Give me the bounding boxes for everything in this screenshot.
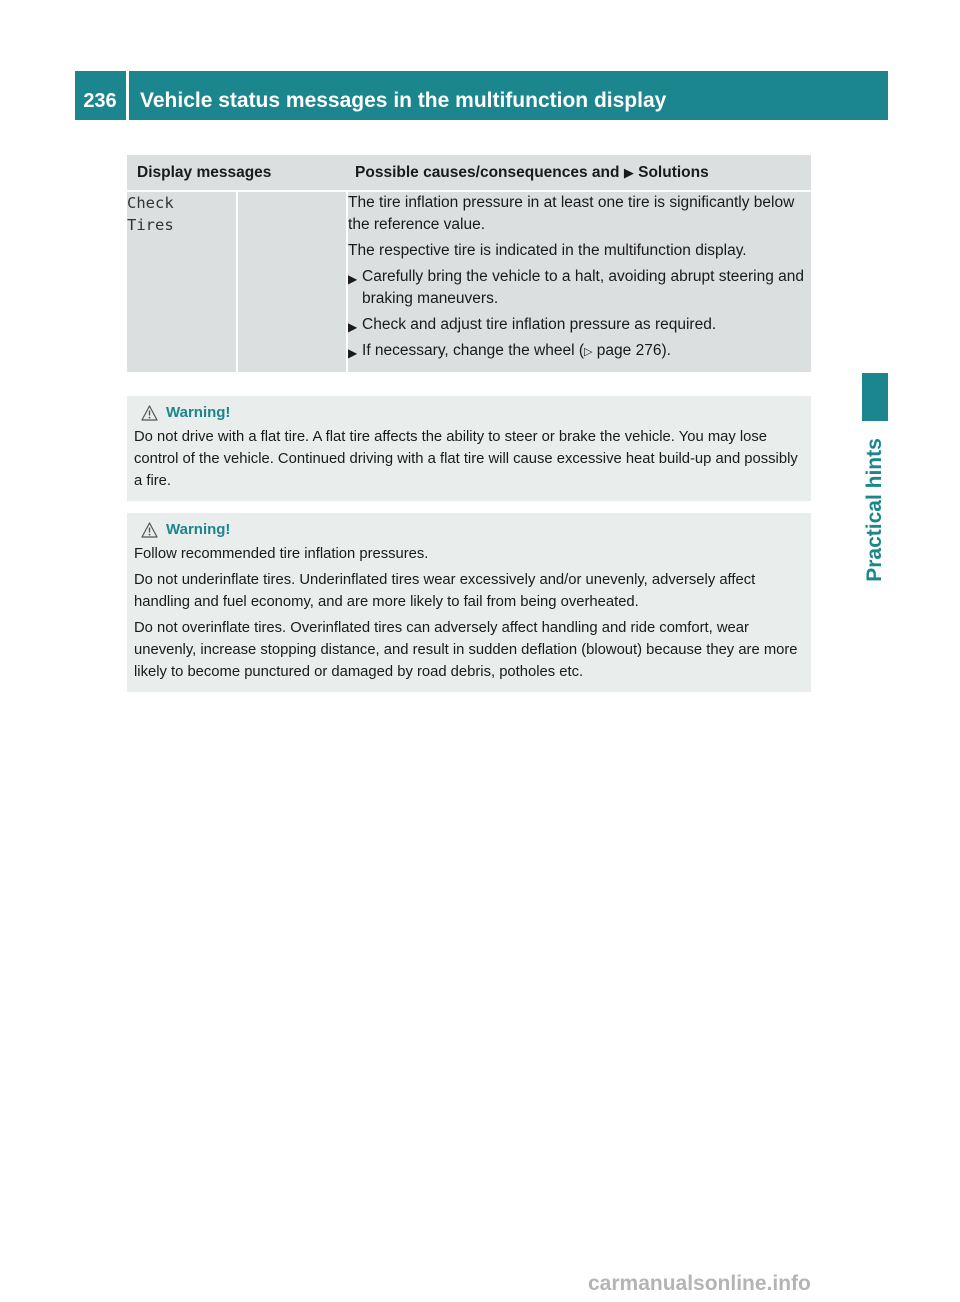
cause-text: The respective tire is indicated in the multifunction display. [348, 242, 747, 259]
display-messages-table [127, 155, 811, 372]
causes-solutions-cell [347, 191, 811, 372]
message-line: Tires [127, 216, 174, 234]
message-line: Check [127, 194, 174, 212]
warning-triangle-icon [141, 522, 158, 538]
step-text: Carefully bring the vehicle to a halt, avoiding abrupt steering and braking maneuvers. [362, 268, 805, 307]
warning-header [134, 519, 804, 541]
warning-title: Warning! [166, 521, 231, 538]
warning-title: Warning! [166, 404, 231, 421]
table-row [127, 191, 811, 372]
warning-box-inflation [127, 513, 811, 692]
solution-step [348, 314, 811, 336]
column-header-causes-solutions [347, 155, 811, 191]
step-text: Check and adjust tire inflation pressure as required. [362, 316, 717, 333]
warning-triangle-icon [141, 405, 158, 421]
side-tab-marker [862, 373, 888, 421]
solution-step [348, 266, 811, 310]
page-reference-icon: ▷ [584, 346, 593, 358]
step-arrow-icon: ▶ [348, 320, 358, 334]
column-header-prefix: Possible causes/consequences and [355, 163, 620, 181]
warning-box-flat-tire [127, 396, 811, 501]
step-arrow-icon: ▶ [348, 272, 358, 286]
watermark: carmanualsonline.info [588, 1272, 811, 1295]
warning-text: Do not underinflate tires. Underinflated tires wear excessively and/or unevenly, adversely affect handling and fuel economy, and are more likely to fail from being overheated. [134, 572, 756, 610]
table-header-row [127, 155, 811, 191]
warning-header [134, 402, 804, 424]
step-arrow-icon: ▶ [348, 346, 358, 360]
page-number: 236 [83, 90, 117, 112]
step-text: If necessary, change the wheel ( [362, 342, 585, 359]
column-header-display-messages: Display messages [127, 155, 347, 191]
warning-text: Do not drive with a flat tire. A flat tire affects the ability to steer or brake the vehicle. You may lose control of the vehicle. Continued driving with a flat tire will cause excessive heat build-up and possibly a fire. [134, 429, 798, 489]
display-message-cell [127, 191, 237, 372]
side-chapter-label: Practical hints [863, 438, 886, 582]
cause-text: The tire inflation pressure in at least one tire is significantly below the reference value. [348, 194, 795, 233]
warning-text: Do not overinflate tires. Overinflated tires can adversely affect handling and ride comfort, wear unevenly, increase stopping distance, and result in sudden deflation (blowout) because they are more likely to become punctured or damaged by road debris, potholes etc. [134, 620, 798, 680]
page-reference-link[interactable]: page 276). [592, 342, 671, 359]
solution-step [348, 340, 811, 363]
section-title: Vehicle status messages in the multifunction display [140, 89, 667, 112]
arrow-right-icon: ▶ [623, 164, 634, 180]
empty-cell [237, 191, 347, 372]
warning-text: Follow recommended tire inflation pressures. [134, 546, 429, 562]
column-header-suffix: Solutions [638, 163, 709, 181]
header-divider [126, 71, 129, 120]
